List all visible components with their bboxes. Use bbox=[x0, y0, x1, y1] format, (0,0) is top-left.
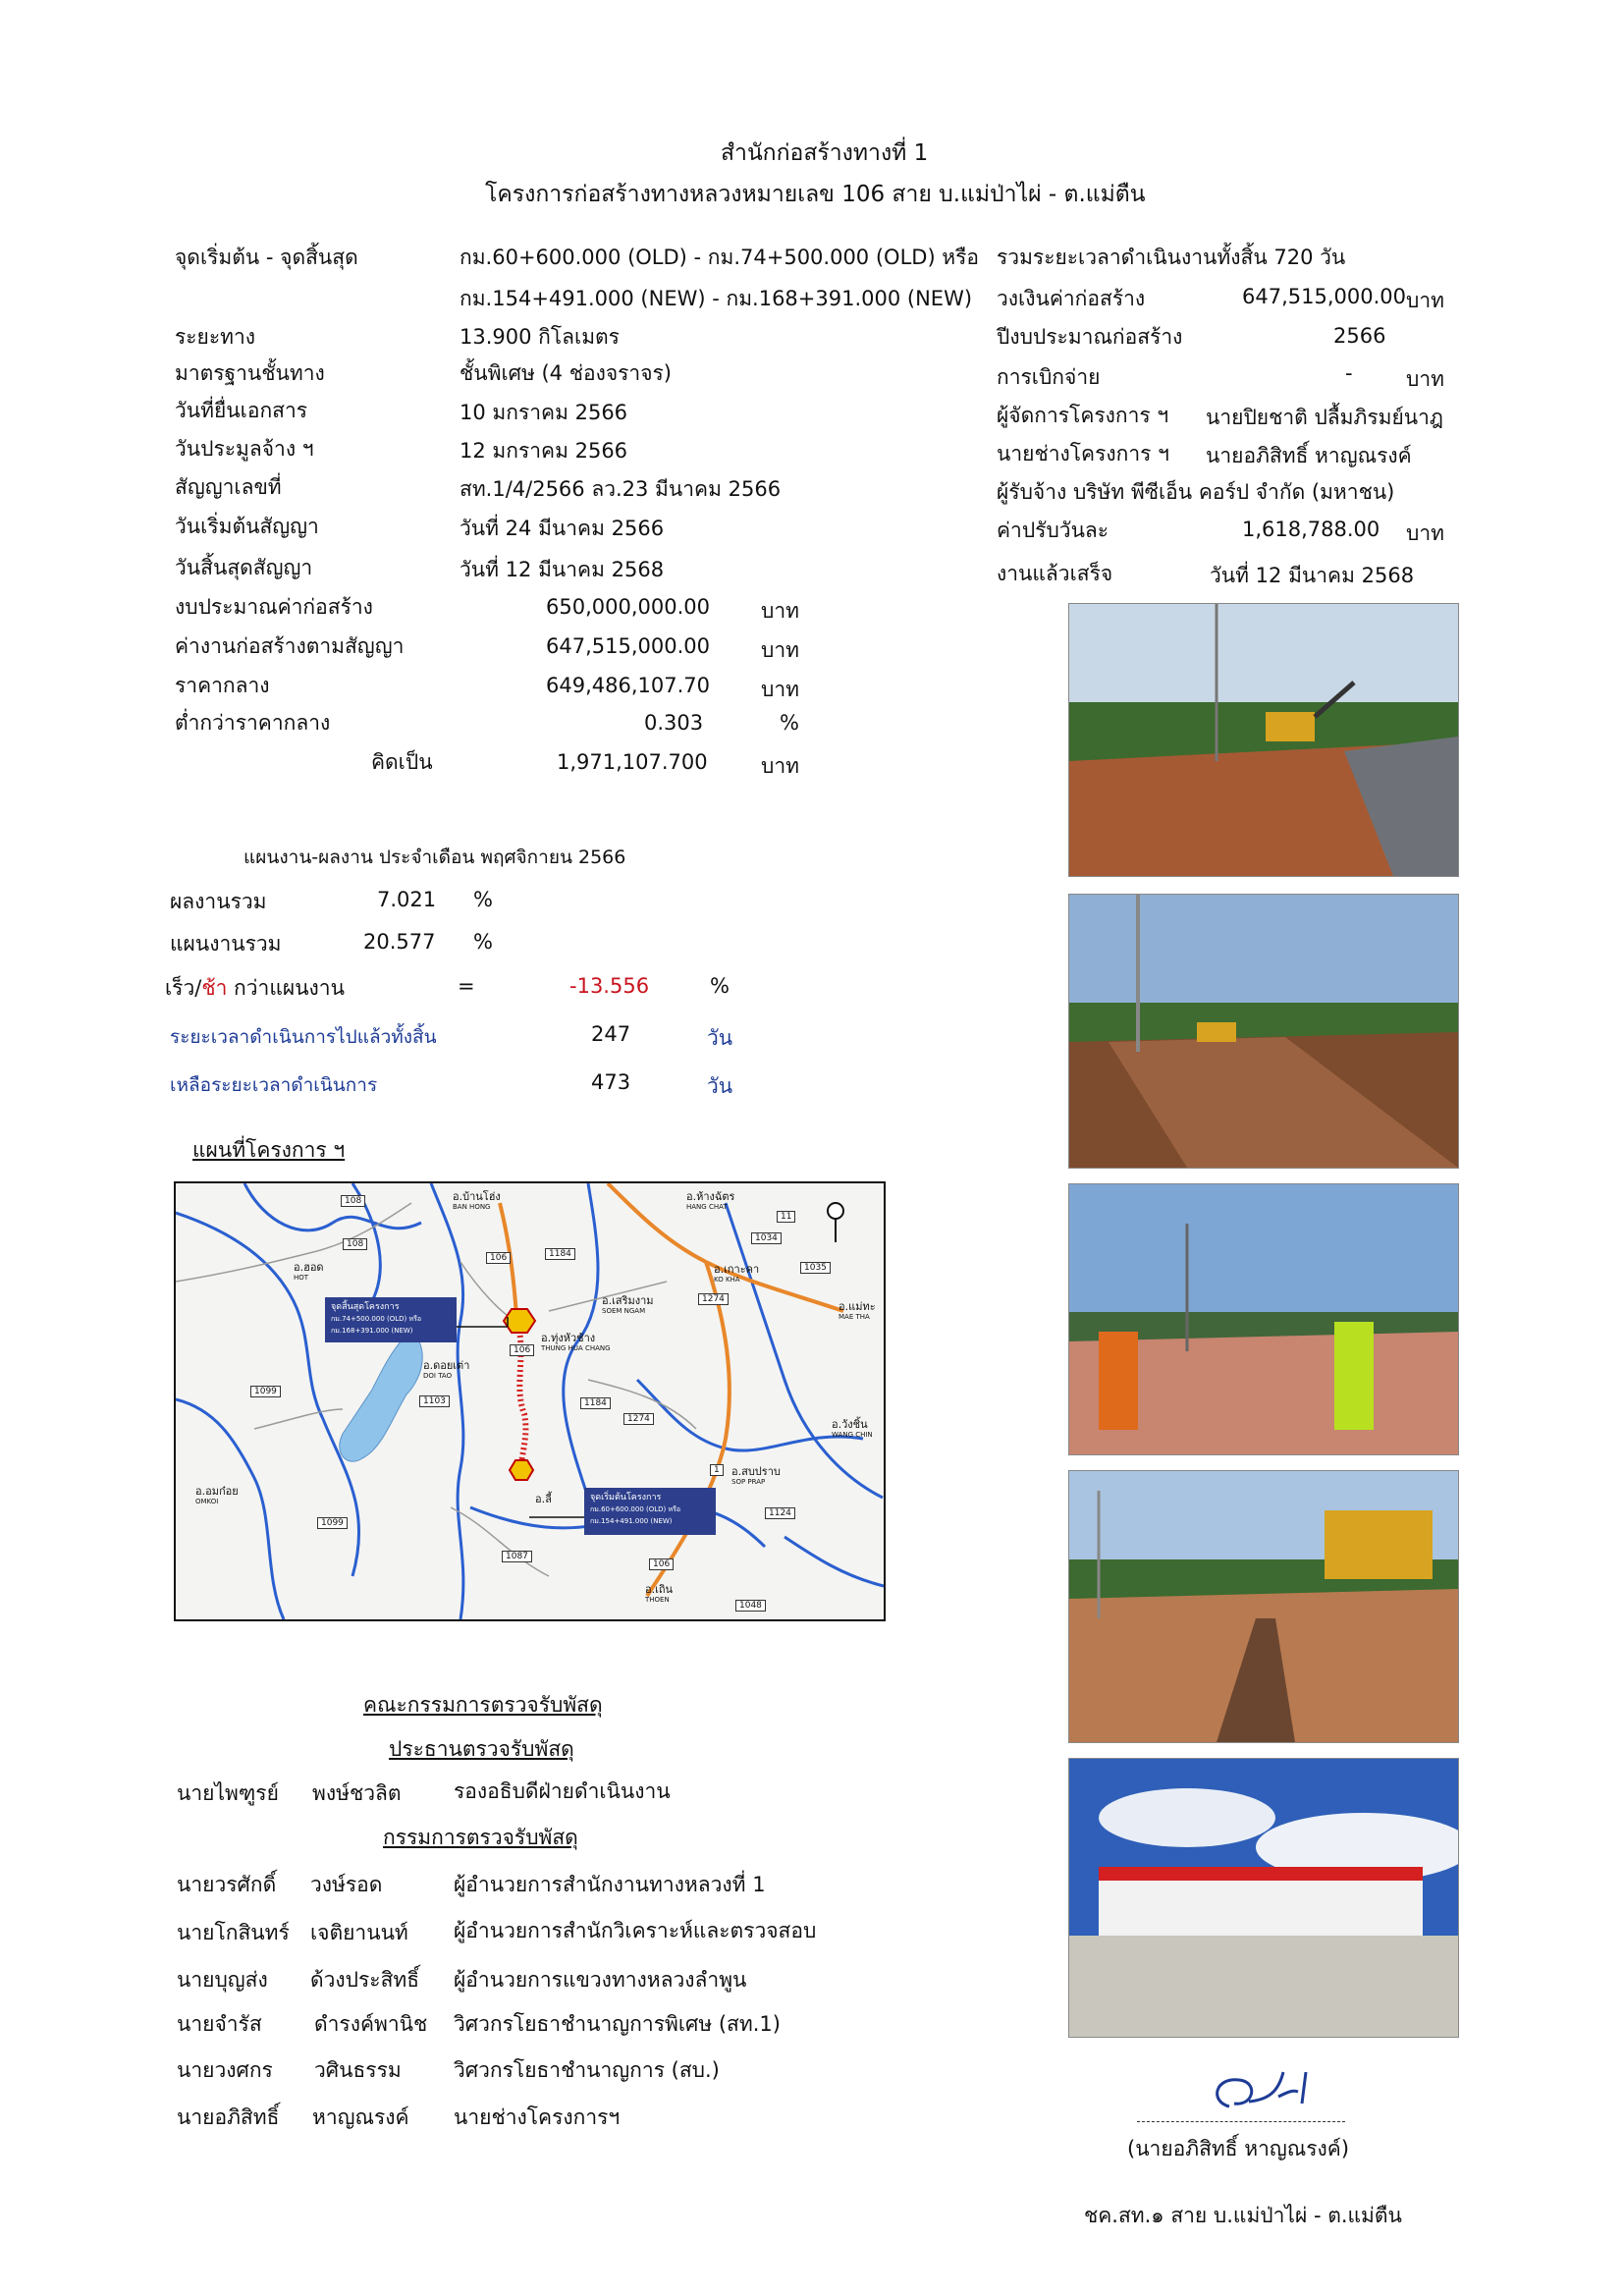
contract-no-value: สท.1/4/2566 ลว.23 มีนาคม 2566 bbox=[460, 477, 782, 501]
place-label: อ.วังชิ้น WANG CHIN bbox=[832, 1418, 873, 1439]
place-label: อ.ฮอด HOT bbox=[294, 1261, 324, 1282]
member-first: นายวงศกร bbox=[177, 2058, 273, 2082]
disburse-label: การเบิกจ่าย bbox=[997, 365, 1101, 389]
chair-heading: ประธานตรวจรับพัสดุ bbox=[389, 1737, 574, 1761]
diff-equals: = bbox=[458, 974, 475, 998]
road-shield: 1274 bbox=[623, 1413, 654, 1425]
member-first: นายบุญส่ง bbox=[177, 1968, 268, 1992]
photo-site-office bbox=[1069, 1759, 1458, 2037]
river-5 bbox=[726, 1203, 883, 1498]
fin-below-percent: % bbox=[780, 711, 799, 735]
fin-budget-label: งบประมาณค่าก่อสร้าง bbox=[175, 595, 373, 619]
signature-line bbox=[1137, 2121, 1345, 2122]
standard-label: มาตรฐานชั้นทาง bbox=[175, 361, 325, 385]
total-duration: รวมระยะเวลาดำเนินงานทั้งสิ้น 720 วัน bbox=[997, 246, 1346, 269]
road-shield: 1 bbox=[710, 1464, 724, 1476]
road-shield: 108 bbox=[343, 1238, 367, 1250]
site-photo-4 bbox=[1068, 1470, 1459, 1743]
start-value: วันที่ 24 มีนาคม 2566 bbox=[460, 517, 665, 540]
distance-value: 13.900 กิโลเมตร bbox=[460, 325, 620, 349]
fin-median-label: ราคากลาง bbox=[175, 674, 270, 697]
site-photo-5 bbox=[1068, 1758, 1459, 2038]
member-position: วิศวกรโยธาชำนาญการพิเศษ (สท.1) bbox=[454, 2012, 781, 2036]
fiscal-label: ปีงบประมาณก่อสร้าง bbox=[997, 325, 1183, 349]
end-box-title: จุดสิ้นสุดโครงการ bbox=[331, 1302, 400, 1312]
end-value: วันที่ 12 มีนาคม 2568 bbox=[460, 558, 665, 581]
actual-value: 7.021 bbox=[377, 888, 437, 911]
plan-percent: % bbox=[473, 930, 493, 954]
footer-text: ชค.สท.๑ สาย บ.แม่ป่าไผ่ - ต.แม่ตืน bbox=[1084, 2204, 1402, 2227]
road-2 bbox=[254, 1409, 343, 1429]
road-shield: 1034 bbox=[751, 1232, 782, 1244]
road-3 bbox=[460, 1262, 514, 1321]
member-last: วศินธรรม bbox=[314, 2058, 402, 2082]
member-first: นายวรศักดิ์ bbox=[177, 1873, 277, 1896]
chair-first: นายไพฑูรย์ bbox=[177, 1781, 279, 1805]
member-last: เจติยานนท์ bbox=[310, 1921, 408, 1944]
road-shield: 1184 bbox=[545, 1248, 575, 1260]
start-end-line2: กม.154+491.000 (NEW) - กม.168+391.000 (NEW) bbox=[460, 287, 973, 310]
road-shield: 1274 bbox=[698, 1293, 729, 1305]
road-shield: 1087 bbox=[502, 1551, 532, 1562]
office-title: สำนักก่อสร้างทางที่ 1 bbox=[721, 140, 929, 166]
diff-label-fast: เร็ว/ bbox=[165, 976, 202, 1000]
standard-value: ชั้นพิเศษ (4 ช่องจราจร) bbox=[460, 361, 672, 385]
members-heading: กรรมการตรวจรับพัสดุ bbox=[383, 1826, 578, 1849]
fin-equals-label: คิดเป็น bbox=[371, 750, 433, 774]
fin-budget-baht: บาท bbox=[761, 599, 799, 623]
remaining-value: 473 bbox=[591, 1070, 631, 1094]
fiscal-value: 2566 bbox=[1333, 324, 1386, 348]
plan-label: แผนงานรวม bbox=[170, 932, 282, 956]
fin-equals-value: 1,971,107.700 bbox=[557, 750, 708, 774]
chair-position: รองอธิบดีฝ่ายดำเนินงาน bbox=[454, 1779, 671, 1803]
road-shield: 1035 bbox=[800, 1262, 831, 1274]
river-6 bbox=[176, 1399, 284, 1619]
start-box-line1: กม.60+600.000 (OLD) หรือ bbox=[590, 1505, 681, 1513]
member-first: นายจำรัส bbox=[177, 2012, 262, 2036]
place-label: อ.ทุ่งหัวช้าง THUNG HUA CHANG bbox=[541, 1332, 611, 1352]
member-first: นายโกสินทร์ bbox=[177, 1921, 290, 1944]
road-shield: 1048 bbox=[735, 1600, 766, 1612]
fine-value: 1,618,788.00 bbox=[1242, 518, 1380, 541]
elapsed-label: ระยะเวลาดำเนินการไปแล้วทั้งสิ้น bbox=[170, 1026, 437, 1048]
end-box-line1: กม.74+500.000 (OLD) หรือ bbox=[331, 1315, 422, 1323]
photo-pipe-trench bbox=[1069, 1471, 1458, 1742]
elapsed-unit: วัน bbox=[707, 1026, 733, 1050]
engineer-value: นายอภิสิทธิ์ หาญณรงค์ bbox=[1206, 444, 1412, 467]
start-box-title: จุดเริ่มต้นโครงการ bbox=[590, 1493, 662, 1503]
place-label: อ.แม่ทะ MAE THA bbox=[839, 1300, 876, 1321]
diff-percent: % bbox=[710, 974, 730, 998]
road-shield: 106 bbox=[649, 1558, 674, 1570]
place-label: อ.อมก๋อย OMKOI bbox=[195, 1485, 239, 1505]
diff-label bbox=[165, 972, 345, 1005]
engineer-label: นายช่างโครงการ ฯ bbox=[997, 442, 1169, 465]
start-label: วันเริ่มต้นสัญญา bbox=[175, 515, 319, 538]
end-point-box bbox=[325, 1297, 457, 1342]
city-marker bbox=[828, 1203, 843, 1219]
road-shield: 106 bbox=[510, 1344, 534, 1356]
place-label: อ.ดอยเต่า DOI TAO bbox=[423, 1359, 470, 1380]
place-label: อ.เกาะคา KO KHA bbox=[714, 1263, 760, 1284]
disburse-baht: บาท bbox=[1406, 367, 1444, 391]
place-label: อ.สบปราบ SOP PRAP bbox=[731, 1465, 781, 1486]
complete-value: วันที่ 12 มีนาคม 2568 bbox=[1210, 564, 1415, 587]
member-position: นายช่างโครงการฯ bbox=[454, 2105, 621, 2129]
map-heading: แผนที่โครงการ ฯ bbox=[192, 1138, 346, 1162]
river-10 bbox=[784, 1537, 884, 1586]
diff-label-rest: กว่าแผนงาน bbox=[227, 976, 345, 1000]
river-2 bbox=[244, 1183, 421, 1230]
road-shield: 106 bbox=[486, 1252, 511, 1264]
budget-baht: บาท bbox=[1406, 289, 1444, 312]
fin-median-baht: บาท bbox=[761, 678, 799, 701]
place-label: อ.ห้างฉัตร HANG CHAT bbox=[686, 1190, 735, 1211]
member-last: ดำรงค์พานิช bbox=[314, 2012, 428, 2036]
submit-value: 10 มกราคม 2566 bbox=[460, 401, 628, 424]
road-shield: 1099 bbox=[250, 1386, 281, 1397]
distance-label: ระยะทาง bbox=[175, 325, 256, 349]
plan-value: 20.577 bbox=[363, 930, 436, 954]
complete-label: งานแล้วเสร็จ bbox=[997, 562, 1113, 585]
road-shield: 1103 bbox=[419, 1395, 450, 1407]
fin-below-value: 0.303 bbox=[644, 711, 704, 735]
fin-budget-value: 650,000,000.00 bbox=[546, 595, 710, 619]
diff-value: -13.556 bbox=[569, 974, 650, 998]
photo-excavator-roadside bbox=[1069, 604, 1458, 876]
end-marker bbox=[504, 1309, 535, 1333]
project-map bbox=[174, 1181, 886, 1621]
contract-no-label: สัญญาเลขที่ bbox=[175, 475, 282, 499]
member-last: วงษ์รอด bbox=[310, 1873, 383, 1896]
start-end-line1: กม.60+600.000 (OLD) - กม.74+500.000 (OLD) หรือ bbox=[460, 246, 980, 269]
chair-last: พงษ์ชวลิต bbox=[312, 1781, 402, 1805]
member-position: วิศวกรโยธาชำนาญการ (สบ.) bbox=[454, 2058, 720, 2082]
actual-label: ผลงานรวม bbox=[170, 890, 267, 913]
photo-earthwork bbox=[1069, 895, 1458, 1168]
manager-value: นายปิยชาติ ปลื้มภิรมย์นาฎ bbox=[1206, 406, 1444, 429]
contractor: ผู้รับจ้าง บริษัท พีซีเอ็น คอร์ป จำกัด (มหาชน) bbox=[997, 480, 1395, 504]
road-shield: 108 bbox=[341, 1195, 365, 1207]
auction-label: วันประมูลจ้าง ฯ bbox=[175, 437, 314, 461]
photo-survey-team bbox=[1069, 1184, 1458, 1454]
place-label: อ.บ้านโฮ่ง BAN HONG bbox=[453, 1190, 501, 1211]
site-photo-2 bbox=[1068, 894, 1459, 1169]
manager-label: ผู้จัดการโครงการ ฯ bbox=[997, 404, 1169, 427]
fine-label: ค่าปรับวันละ bbox=[997, 519, 1109, 542]
site-photo-3 bbox=[1068, 1183, 1459, 1455]
fin-equals-baht: บาท bbox=[761, 754, 799, 778]
budget-label: วงเงินค่าก่อสร้าง bbox=[997, 287, 1146, 310]
progress-heading: แผนงาน-ผลงาน ประจำเดือน พฤศจิกายน 2566 bbox=[243, 847, 626, 868]
submit-label: วันที่ยื่นเอกสาร bbox=[175, 399, 308, 422]
fin-contract-value: 647,515,000.00 bbox=[546, 634, 710, 658]
auction-value: 12 มกราคม 2566 bbox=[460, 439, 628, 463]
end-box-line2: กม.168+391.000 (NEW) bbox=[331, 1327, 413, 1335]
member-last: ด้วงประสิทธิ์ bbox=[310, 1968, 420, 1992]
member-position: ผู้อำนวยการสำนักงานทางหลวงที่ 1 bbox=[454, 1873, 766, 1896]
member-last: หาญณรงค์ bbox=[312, 2105, 409, 2129]
signature-image bbox=[1200, 2062, 1347, 2121]
diff-label-slow: ช้า bbox=[201, 976, 228, 1000]
fin-contract-baht: บาท bbox=[761, 638, 799, 662]
fin-median-value: 649,486,107.70 bbox=[546, 674, 710, 697]
start-end-label: จุดเริ่มต้น - จุดสิ้นสุด bbox=[175, 246, 358, 269]
member-first: นายอภิสิทธิ์ bbox=[177, 2105, 280, 2129]
river-8 bbox=[637, 1380, 863, 1450]
fine-baht: บาท bbox=[1406, 521, 1444, 545]
place-label: อ.เสริมงาม SOEM NGAM bbox=[602, 1294, 654, 1315]
place-label: อ.ลี้ bbox=[535, 1493, 552, 1505]
start-box-line2: กม.154+491.000 (NEW) bbox=[590, 1517, 673, 1525]
remaining-unit: วัน bbox=[707, 1074, 733, 1098]
start-point-box bbox=[584, 1488, 716, 1535]
fin-below-label: ต่ำกว่าราคากลาง bbox=[175, 711, 331, 735]
actual-percent: % bbox=[473, 888, 493, 911]
end-label: วันสิ้นสุดสัญญา bbox=[175, 556, 313, 579]
committee-title: คณะกรรมการตรวจรับพัสดุ bbox=[363, 1693, 603, 1717]
remaining-label: เหลือระยะเวลาดำเนินการ bbox=[170, 1074, 378, 1096]
elapsed-value: 247 bbox=[591, 1022, 631, 1046]
map-reservoir bbox=[340, 1331, 422, 1461]
signature-name: (นายอภิสิทธิ์ หาญณรงค์) bbox=[1127, 2137, 1350, 2160]
road-shield: 11 bbox=[777, 1211, 795, 1223]
site-photo-1 bbox=[1068, 603, 1459, 877]
place-label: อ.เถิน THOEN bbox=[645, 1583, 674, 1604]
road-shield: 1099 bbox=[317, 1517, 348, 1529]
road-shield: 1124 bbox=[765, 1507, 795, 1519]
member-position: ผู้อำนวยการแขวงทางหลวงลำพูน bbox=[454, 1968, 747, 1992]
budget-value: 647,515,000.00 bbox=[1242, 285, 1406, 308]
fin-contract-label: ค่างานก่อสร้างตามสัญญา bbox=[175, 634, 405, 658]
road-shield: 1184 bbox=[580, 1397, 611, 1409]
disburse-value: - bbox=[1345, 361, 1353, 385]
member-position: ผู้อำนวยการสำนักวิเคราะห์และตรวจสอบ bbox=[454, 1919, 817, 1942]
project-title: โครงการก่อสร้างทางหลวงหมายเลข 106 สาย บ.แม่ป่าไผ่ - ต.แม่ตืน bbox=[485, 182, 1146, 207]
start-marker bbox=[510, 1460, 533, 1480]
